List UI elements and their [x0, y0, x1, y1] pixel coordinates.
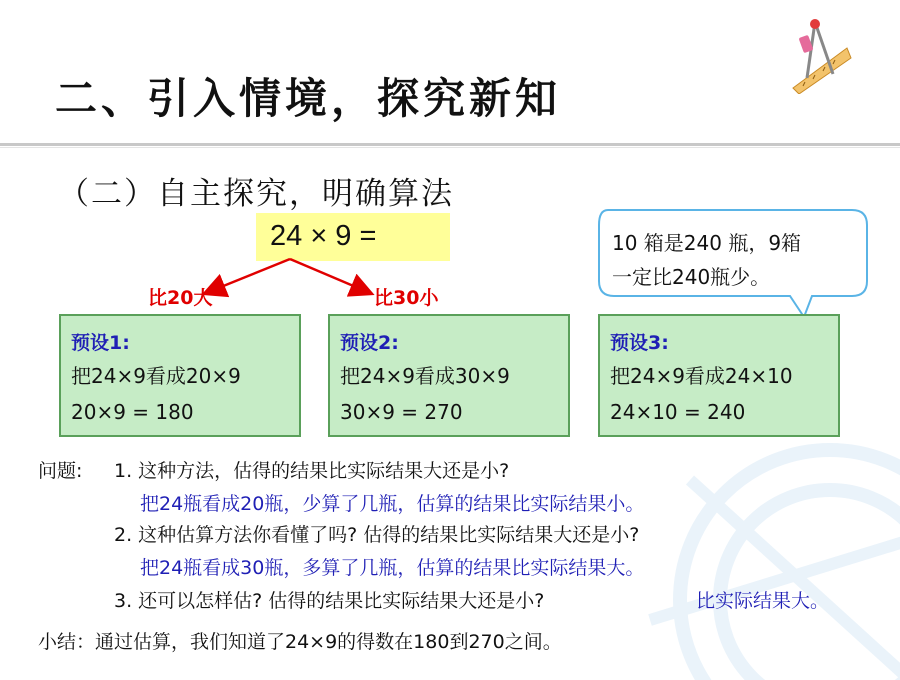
arrow-left [206, 259, 290, 293]
question-2: 2. 这种估算方法你看懂了吗? 估得的结果比实际结果大还是小? [114, 524, 640, 546]
bubble-line-1: 10 箱是240 瓶，9箱 [612, 231, 802, 255]
question-3: 3. 还可以怎样估? 估得的结果比实际结果大还是小? [114, 590, 545, 612]
section-subtitle: （二）自主探究，明确算法 [58, 176, 454, 212]
answer-1: 把24瓶看成20瓶，少算了几瓶，估算的结果比实际结果小。 [140, 493, 645, 515]
guess-method: 把24×9看成20×9 [71, 364, 241, 388]
guess-box-3 [598, 314, 840, 437]
answer-2: 把24瓶看成30瓶，多算了几瓶，估算的结果比实际结果大。 [140, 557, 645, 579]
slide-title: 二、引入情境，探究新知 [55, 74, 562, 123]
question-1: 1. 这种方法，估得的结果比实际结果大还是小? [114, 460, 510, 482]
guess-method: 把24×9看成24×10 [610, 364, 793, 388]
arrow-label-right: 比30小 [374, 287, 439, 309]
guess-title: 预设1: [71, 332, 130, 354]
guess-box-2 [328, 314, 570, 437]
bubble-text [612, 226, 852, 294]
equation-text: 24 × 9 = [270, 220, 377, 252]
guess-box-1 [59, 314, 301, 437]
arrow-label-left: 比20大 [148, 287, 213, 309]
guess-title: 预设3: [610, 332, 669, 354]
bubble-line-2: 一定比240瓶少。 [612, 265, 771, 289]
guess-result: 20×9 = 180 [71, 400, 194, 424]
guess-result: 30×9 = 270 [340, 400, 463, 424]
arrow-right [290, 259, 370, 293]
guess-result: 24×10 = 240 [610, 400, 746, 424]
summary: 小结：通过估算，我们知道了24×9的得数在180到270之间。 [38, 631, 562, 653]
questions-label: 问题: [38, 460, 83, 482]
guess-method: 把24×9看成30×9 [340, 364, 510, 388]
answer-3: 比实际结果大。 [696, 590, 830, 612]
guess-title: 预设2: [340, 332, 399, 354]
